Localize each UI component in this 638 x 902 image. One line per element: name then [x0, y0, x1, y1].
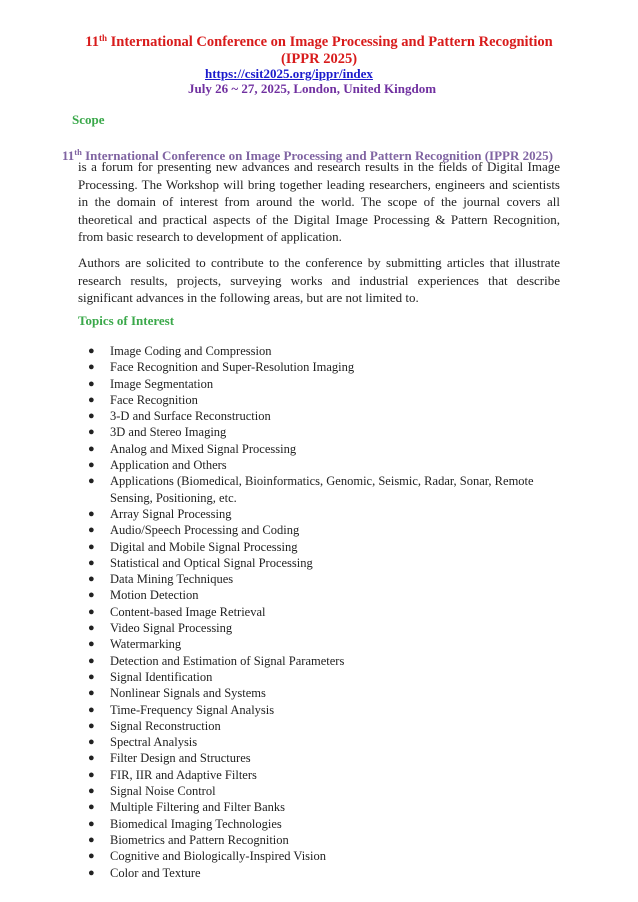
topic-item	[88, 441, 570, 457]
scope-conference-title: International Conference on Image Processing and Pattern Recognition (IPPR 2025)	[81, 148, 553, 163]
topic-item	[88, 539, 570, 555]
topic-label: Time-Frequency Signal Analysis	[110, 702, 275, 717]
topic-label: Statistical and Optical Signal Processing	[110, 555, 313, 570]
topic-item	[88, 702, 570, 718]
topic-label: FIR, IIR and Adaptive Filters	[110, 767, 257, 782]
bullet-icon: ●	[88, 377, 95, 390]
bullet-icon: ●	[88, 785, 95, 798]
topic-label: Signal Identification	[110, 669, 213, 684]
topic-label: Filter Design and Structures	[110, 751, 251, 766]
topic-item	[88, 392, 570, 408]
topic-label: Digital and Mobile Signal Processing	[110, 539, 298, 554]
bullet-icon: ●	[88, 703, 95, 716]
topic-item	[88, 865, 570, 881]
bullet-icon: ●	[88, 345, 95, 357]
bullet-icon: ●	[88, 833, 95, 846]
topic-item	[88, 604, 570, 620]
bullet-icon: ●	[88, 736, 95, 749]
topic-item	[88, 408, 570, 424]
topics-list	[88, 343, 570, 881]
topic-label: Nonlinear Signals and Systems	[110, 686, 266, 701]
topic-label: Applications (Biomedical, Bioinformatics, Genomic, Seismic, Radar, Sonar, Remote Sensing, Positioning, etc.	[110, 474, 534, 505]
topic-item	[88, 522, 570, 538]
topic-label: Content-based Image Retrieval	[110, 604, 266, 619]
bullet-icon: ●	[88, 556, 95, 569]
topic-item	[88, 816, 570, 832]
bullet-icon: ●	[88, 801, 95, 814]
title-text: International Conference on Image Processing and Pattern Recognition	[107, 34, 553, 50]
bullet-icon: ●	[88, 654, 95, 667]
bullet-icon: ●	[88, 475, 95, 488]
topic-item	[88, 685, 570, 701]
topic-label: Face Recognition and Super-Resolution Imaging	[110, 360, 355, 375]
topic-label: Cognitive and Biologically-Inspired Vision	[110, 849, 327, 864]
topic-label: 3-D and Surface Reconstruction	[110, 409, 271, 424]
topic-label: Watermarking	[110, 637, 182, 652]
bullet-icon: ●	[88, 719, 95, 732]
topic-label: Biomedical Imaging Technologies	[110, 816, 282, 831]
topic-label: Audio/Speech Processing and Coding	[110, 523, 300, 538]
topic-item	[88, 832, 570, 848]
topic-item	[88, 767, 570, 783]
topic-item	[88, 636, 570, 652]
bullet-icon: ●	[88, 410, 95, 423]
bullet-icon: ●	[88, 866, 95, 879]
bullet-icon: ●	[88, 393, 95, 406]
topic-item	[88, 424, 570, 440]
bullet-icon: ●	[88, 459, 95, 472]
scope-ordinal: 11	[62, 148, 75, 163]
scope-ordinal-suffix: th	[74, 147, 82, 157]
conference-url-link[interactable]: https://csit2025.org/ippr/index	[205, 66, 373, 81]
title-ordinal-suffix: th	[98, 33, 107, 43]
topic-item	[88, 587, 570, 603]
topic-label: Data Mining Techniques	[110, 572, 234, 587]
topic-item	[88, 473, 570, 506]
scope-paragraph-1: is a forum for presenting new advances and research results in the fields of Digital Image Processing. The Workshop will bring together leading researchers, engineers and scientists in the domain of interest from around the world. The scope of the journal covers all theoretical and practical aspects of the Digital Image Processing & Pattern Recognition, from basic research to development of application.	[78, 159, 560, 244]
topic-label: Spectral Analysis	[110, 735, 198, 750]
topic-item	[88, 343, 570, 359]
bullet-icon: ●	[88, 426, 95, 439]
bullet-icon: ●	[88, 670, 95, 683]
bullet-icon: ●	[88, 687, 95, 700]
conference-dates-location: July 26 ~ 27, 2025, London, United Kingdom	[188, 81, 437, 96]
topic-label: Motion Detection	[110, 588, 199, 603]
topic-item	[88, 799, 570, 815]
bullet-icon: ●	[88, 524, 95, 537]
topic-item	[88, 718, 570, 734]
scope-heading: Scope	[72, 112, 105, 127]
bullet-icon: ●	[88, 605, 95, 618]
topic-item	[88, 620, 570, 636]
topic-item	[88, 555, 570, 571]
scope-paragraph-2: Authors are solicited to contribute to the conference by submitting articles that illustrate research results, projects, surveying works and industrial experiences that describe significant advances in the following areas, but are not limited to.	[78, 255, 560, 305]
bullet-icon: ●	[88, 507, 95, 520]
topic-label: Analog and Mixed Signal Processing	[110, 441, 297, 456]
topic-item	[88, 750, 570, 766]
topic-label: Video Signal Processing	[110, 621, 233, 636]
topic-item	[88, 848, 570, 864]
topic-item	[88, 359, 570, 375]
topic-label: Signal Noise Control	[110, 784, 216, 799]
topic-item	[88, 571, 570, 587]
title-ordinal: 11	[85, 34, 99, 50]
topics-heading: Topics of Interest	[78, 313, 175, 328]
bullet-icon: ●	[88, 752, 95, 765]
topic-label: Color and Texture	[110, 865, 201, 880]
conference-title	[0, 34, 638, 51]
topic-item	[88, 457, 570, 473]
topic-item	[88, 734, 570, 750]
topic-item	[88, 783, 570, 799]
topic-label: Array Signal Processing	[110, 506, 232, 521]
topic-item	[88, 506, 570, 522]
topic-label: Application and Others	[110, 458, 227, 473]
topic-item	[88, 376, 570, 392]
bullet-icon: ●	[88, 442, 95, 455]
bullet-icon: ●	[88, 850, 95, 863]
bullet-icon: ●	[88, 622, 95, 635]
bullet-icon: ●	[88, 768, 95, 781]
topic-label: Multiple Filtering and Filter Banks	[110, 800, 285, 815]
bullet-icon: ●	[88, 573, 95, 586]
topic-label: Face Recognition	[110, 392, 198, 407]
bullet-icon: ●	[88, 361, 95, 374]
topic-item	[88, 653, 570, 669]
topic-label: Detection and Estimation of Signal Parameters	[110, 653, 345, 668]
topic-label: 3D and Stereo Imaging	[110, 425, 227, 440]
topic-item	[88, 669, 570, 685]
bullet-icon: ●	[88, 817, 95, 830]
conference-acronym: (IPPR 2025)	[280, 51, 358, 67]
topic-label: Biometrics and Pattern Recognition	[110, 832, 289, 847]
bullet-icon: ●	[88, 638, 95, 651]
topic-label: Signal Reconstruction	[110, 718, 221, 733]
topic-label: Image Segmentation	[110, 376, 214, 391]
bullet-icon: ●	[88, 589, 95, 602]
bullet-icon: ●	[88, 540, 95, 553]
topic-label: Image Coding and Compression	[110, 344, 272, 358]
